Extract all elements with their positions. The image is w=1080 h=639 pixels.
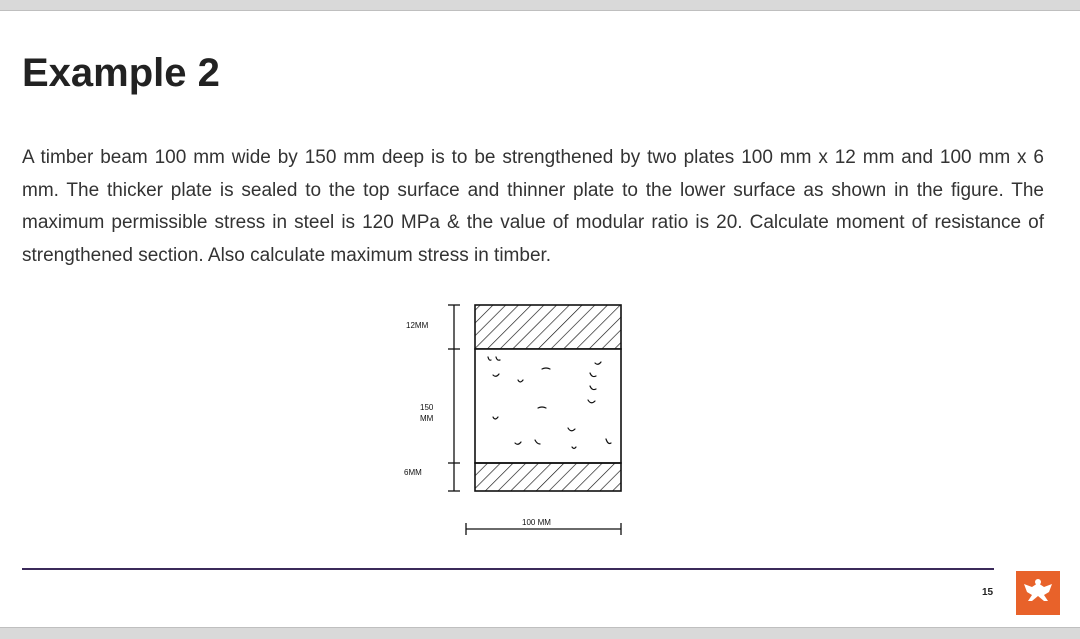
- problem-statement: A timber beam 100 mm wide by 150 mm deep is to be strengthened by two plates 100 mm x 12 mm and 100 mm x 6 mm. The thicker plate is sealed to the top surface and thinner plate to the lower surface as shown in the figure. The maximum permissible stress in steel is 120 MPa & the value of modular ratio is 20. Calculate moment of resistance of strengthened section. Also calculate maximum stress in timber.: [22, 147, 1044, 266]
- slide: [0, 10, 1080, 628]
- bottom-plate-label: 6MM: [404, 468, 422, 477]
- footer-divider: [22, 568, 994, 570]
- depth-label-value: 150: [420, 403, 434, 412]
- beam-cross-section-figure: [390, 293, 650, 543]
- height-dimension: [448, 305, 460, 491]
- width-label: 100 MM: [522, 518, 551, 527]
- slide-title: Example 2: [22, 51, 220, 95]
- top-steel-plate: [475, 305, 621, 349]
- bottom-steel-plate: [475, 463, 621, 491]
- top-plate-label: 12MM: [406, 321, 429, 330]
- page-number: 15: [982, 587, 994, 598]
- university-crest-icon: [1016, 571, 1060, 615]
- depth-label-unit: MM: [420, 414, 434, 423]
- timber-section: [475, 349, 621, 463]
